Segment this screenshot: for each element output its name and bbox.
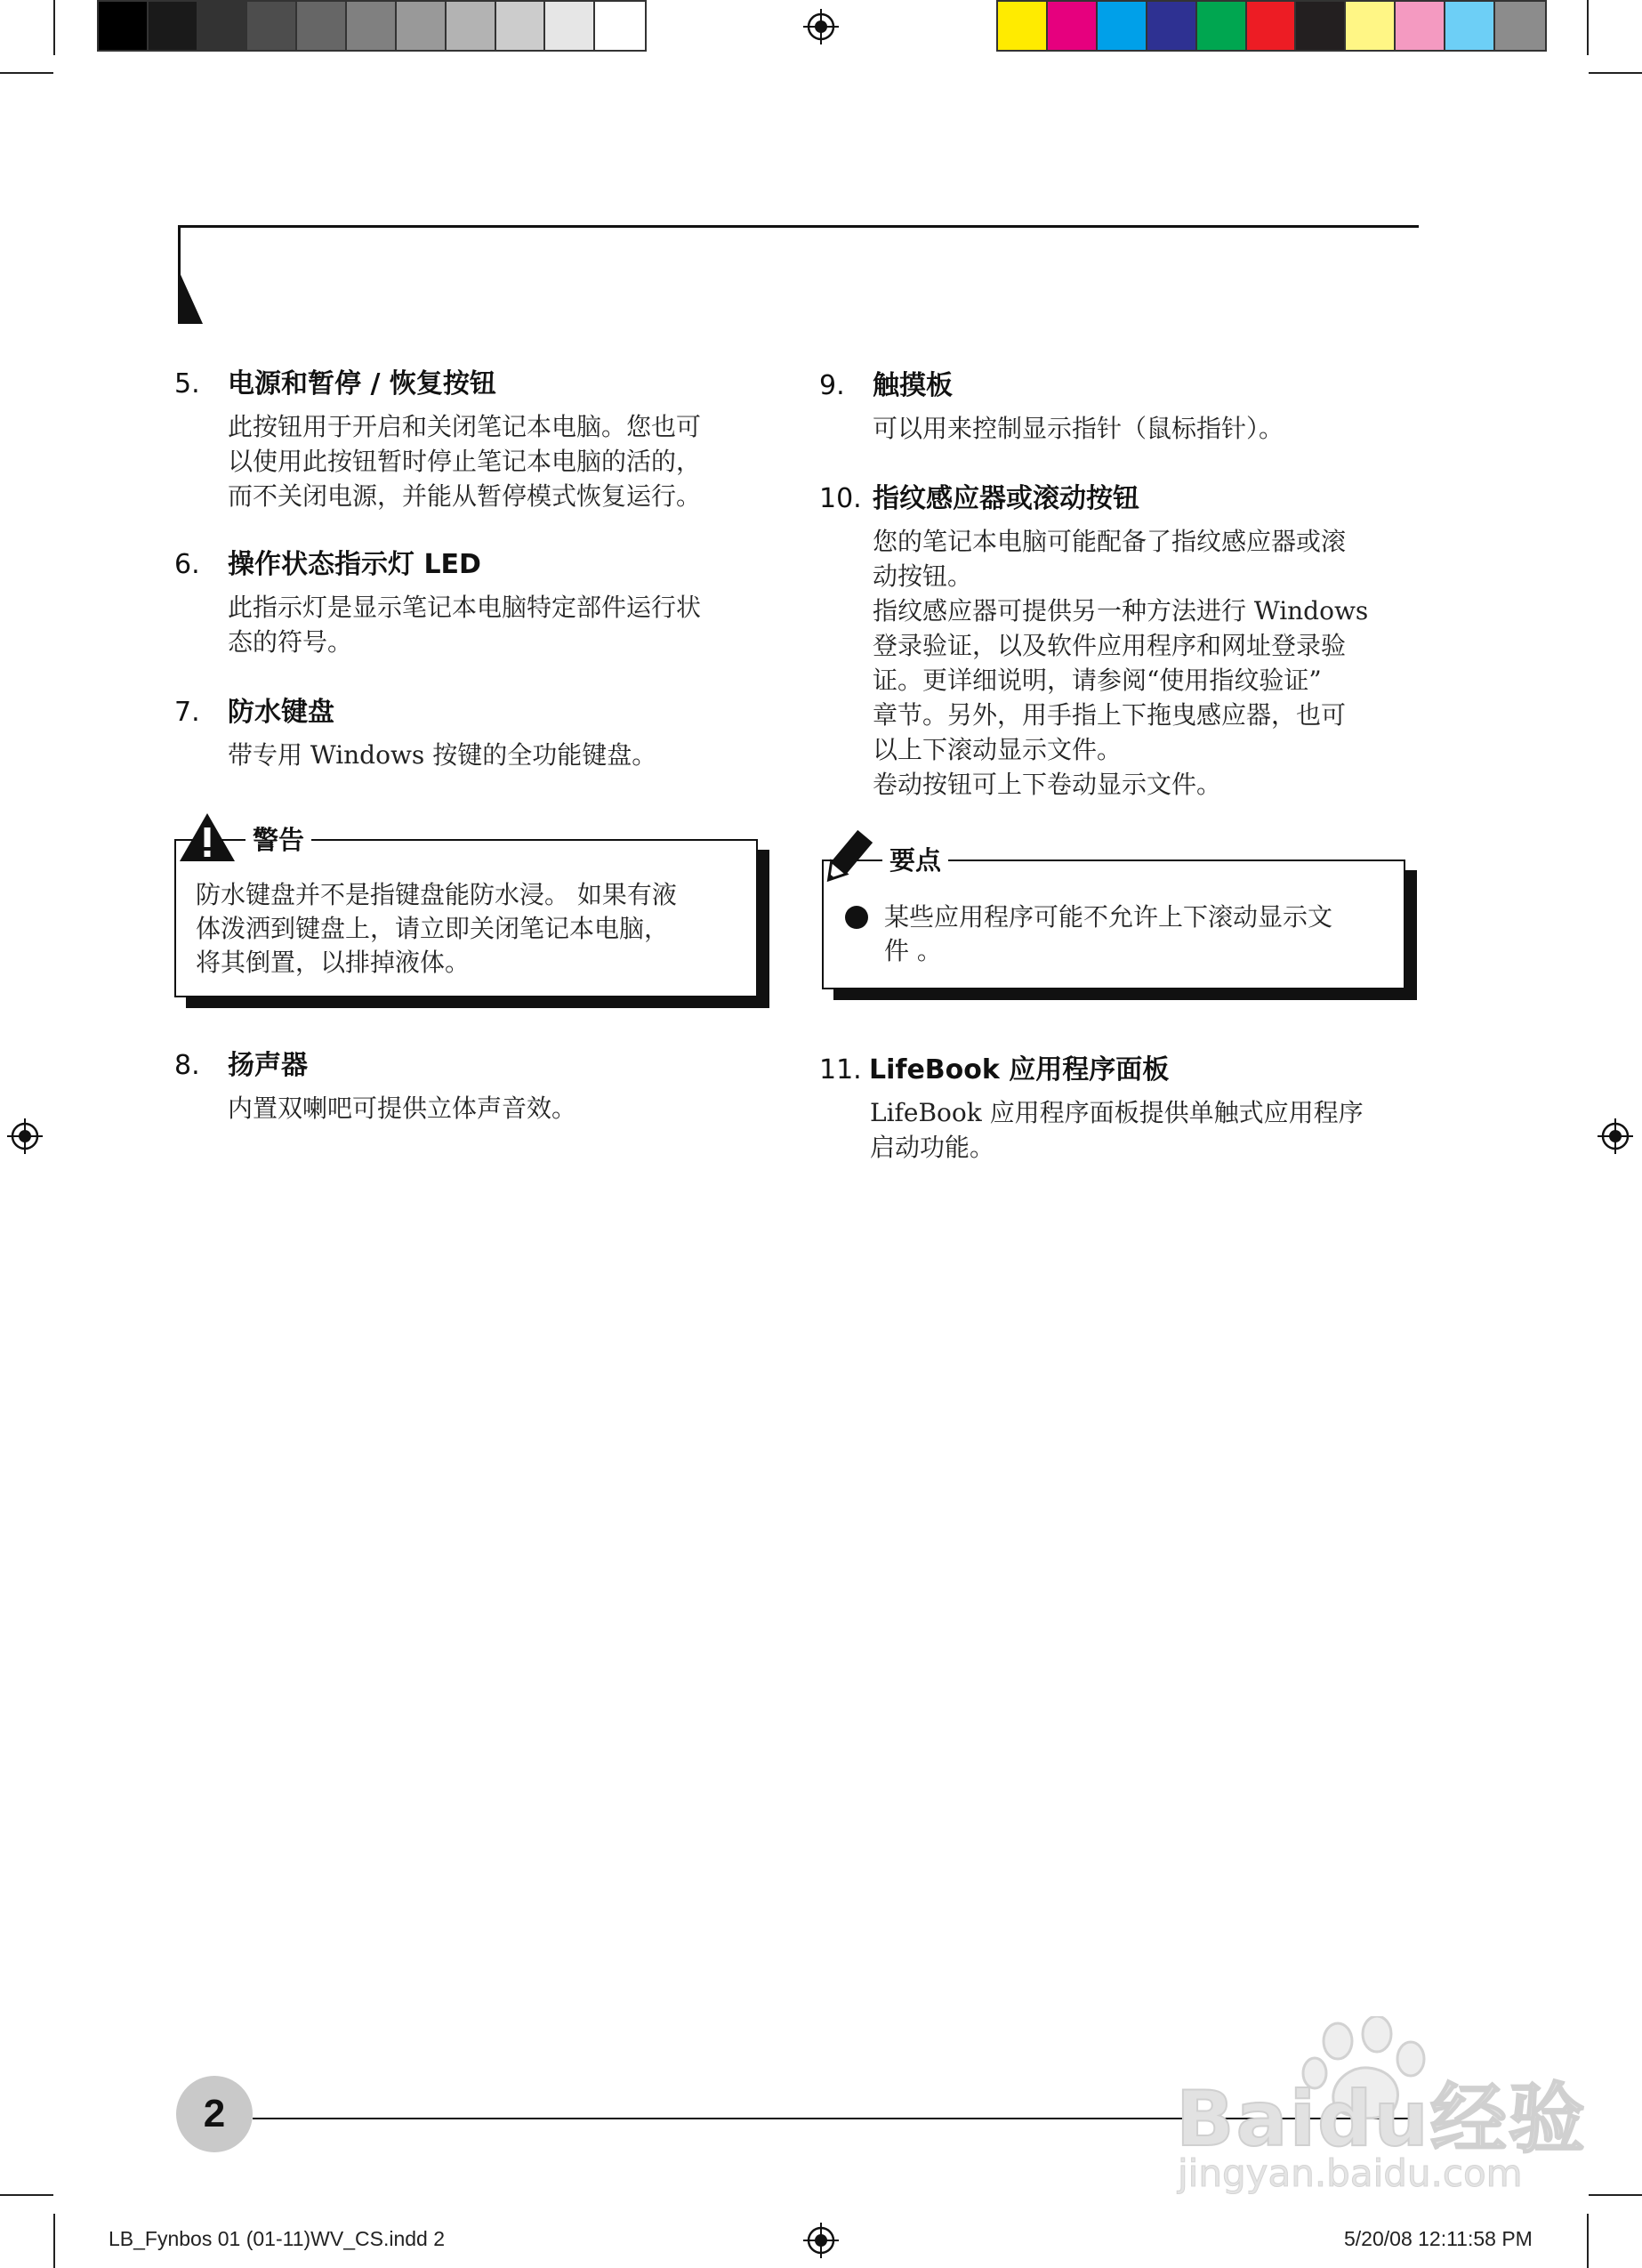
color-swatch: [1296, 2, 1346, 50]
item-title: 指纹感应器或滚动按钮: [873, 483, 1139, 514]
item-body: [870, 1095, 1364, 1165]
watermark-url: jingyan.baidu.com: [1178, 2151, 1523, 2195]
item-number: 8.: [174, 1050, 200, 1081]
list-item-10: [819, 483, 1368, 802]
body-line: 以使用此按钮暂时停止笔记本电脑的活的，: [228, 447, 702, 476]
color-swatch: [1197, 2, 1247, 50]
body-line: 以上下滚动显示文件。: [873, 735, 1123, 764]
color-swatch: [1048, 2, 1098, 50]
item-heading: [819, 370, 1284, 402]
list-item-5: [174, 368, 701, 513]
color-swatch: [247, 2, 297, 50]
item-number: 10.: [819, 483, 862, 514]
header-rule: [178, 225, 1419, 228]
warning-line: 体泼洒到键盘上，请立即关闭笔记本电脑，: [196, 914, 670, 943]
color-swatch: [397, 2, 447, 50]
color-swatch: [99, 2, 149, 50]
body-line: 带专用 Windows 按键的全功能键盘。: [228, 740, 657, 770]
item-number: 5.: [174, 368, 200, 400]
color-swatch: [1247, 2, 1297, 50]
warning-line: 防水键盘并不是指键盘能防水浸。 如果有液: [196, 880, 677, 909]
color-swatch: [447, 2, 496, 50]
color-swatch: [1445, 2, 1495, 50]
item-number: 11.: [819, 1054, 862, 1086]
item-number: 9.: [819, 370, 845, 401]
color-swatch: [1098, 2, 1147, 50]
item-title: 操作状态指示灯 LED: [228, 549, 481, 580]
body-line: 您的笔记本电脑可能配备了指纹感应器或滚: [873, 527, 1347, 556]
body-line: LifeBook 应用程序面板提供单触式应用程序: [870, 1098, 1364, 1127]
color-swatch: [149, 2, 198, 50]
registration-mark-icon: [1598, 1118, 1633, 1154]
header-corner-tab: [178, 269, 203, 324]
note-text: [884, 900, 1332, 968]
crop-mark: [0, 2194, 53, 2196]
body-line: 内置双喇吧可提供立体声音效。: [228, 1094, 577, 1123]
list-item-6: [174, 549, 701, 659]
note-box: [822, 860, 1405, 989]
crop-mark: [1587, 2214, 1589, 2268]
item-heading: [174, 1050, 576, 1082]
item-heading: [819, 1054, 1364, 1086]
item-heading: [174, 368, 701, 400]
slug-timestamp: 5/20/08 12:11:58 PM: [1344, 2227, 1533, 2250]
list-item-11: [819, 1054, 1364, 1165]
body-line: 态的符号。: [228, 627, 353, 657]
body-line: 此指示灯是显示笔记本电脑特定部件运行状: [228, 593, 702, 622]
pencil-icon: [817, 826, 877, 888]
crop-mark: [1589, 72, 1642, 74]
warning-line: 将其倒置，以排掉液体。: [196, 948, 471, 977]
body-line: 而不关闭电源，并能从暂停模式恢复运行。: [228, 481, 702, 511]
body-line: 章节。另外，用手指上下拖曳感应器，也可: [873, 700, 1347, 730]
note-line: 某些应用程序可能不允许上下滚动显示文: [884, 902, 1333, 932]
crop-mark: [53, 0, 55, 55]
body-line: 证。更详细说明，请参阅“使用指纹验证”: [873, 666, 1322, 695]
color-swatch: [545, 2, 595, 50]
crop-mark: [53, 2214, 55, 2268]
item-body: [228, 590, 701, 659]
body-line: 可以用来控制显示指针（鼠标指针）。: [873, 414, 1284, 443]
item-body: [873, 524, 1368, 802]
body-line: 卷动按钮可上下卷动显示文件。: [873, 770, 1222, 799]
body-line: 动按钮。: [873, 561, 973, 591]
color-swatch: [595, 2, 645, 50]
body-line: 登录验证，以及软件应用程序和网址登录验: [873, 631, 1347, 660]
process-color-bar: [996, 0, 1547, 52]
item-title: 电源和暂停 / 恢复按钮: [228, 368, 496, 400]
watermark-logo: Baidu经验: [1176, 2075, 1587, 2164]
list-item-7: [174, 697, 656, 772]
note-line: 件 。: [884, 936, 942, 965]
color-swatch: [1147, 2, 1197, 50]
item-body: [873, 411, 1284, 446]
list-item-8: [174, 1050, 576, 1126]
color-swatch: [1495, 2, 1545, 50]
slug-file-name: LB_Fynbos 01 (01-11)WV_CS.indd 2: [109, 2227, 445, 2250]
list-item-9: [819, 370, 1284, 446]
registration-mark-icon: [803, 2223, 839, 2258]
color-swatch: [998, 2, 1048, 50]
color-swatch: [198, 2, 248, 50]
item-title: LifeBook 应用程序面板: [869, 1054, 1170, 1086]
body-line: 启动功能。: [870, 1133, 995, 1162]
body-line: 指纹感应器可提供另一种方法进行 Windows: [873, 596, 1369, 626]
warning-text: [196, 878, 677, 980]
page-number: 2: [176, 2076, 253, 2152]
registration-mark-icon: [803, 9, 839, 44]
item-heading: [819, 483, 1368, 515]
item-body: [228, 738, 656, 772]
item-heading: [174, 697, 656, 729]
item-heading: [174, 549, 701, 581]
item-body: [228, 409, 701, 513]
note-title: 要点: [882, 841, 948, 877]
bullet-icon: [843, 904, 870, 931]
crop-mark: [1589, 2194, 1642, 2196]
item-title: 防水键盘: [228, 697, 334, 728]
item-title: 扬声器: [228, 1050, 308, 1081]
warning-triangle-icon: [178, 811, 237, 863]
body-line: 此按钮用于开启和关闭笔记本电脑。您也可: [228, 412, 702, 441]
color-swatch: [1346, 2, 1396, 50]
crop-mark: [1587, 0, 1589, 55]
color-swatch: [297, 2, 347, 50]
color-swatch: [1396, 2, 1445, 50]
registration-mark-icon: [7, 1118, 43, 1154]
item-number: 7.: [174, 697, 200, 728]
item-body: [228, 1091, 576, 1126]
color-swatch: [496, 2, 546, 50]
item-title: 触摸板: [873, 370, 953, 401]
warning-box: [174, 839, 758, 997]
crop-mark: [0, 72, 53, 74]
item-number: 6.: [174, 549, 200, 580]
grayscale-color-bar: [97, 0, 647, 52]
warning-title: 警告: [245, 820, 311, 857]
color-swatch: [347, 2, 397, 50]
